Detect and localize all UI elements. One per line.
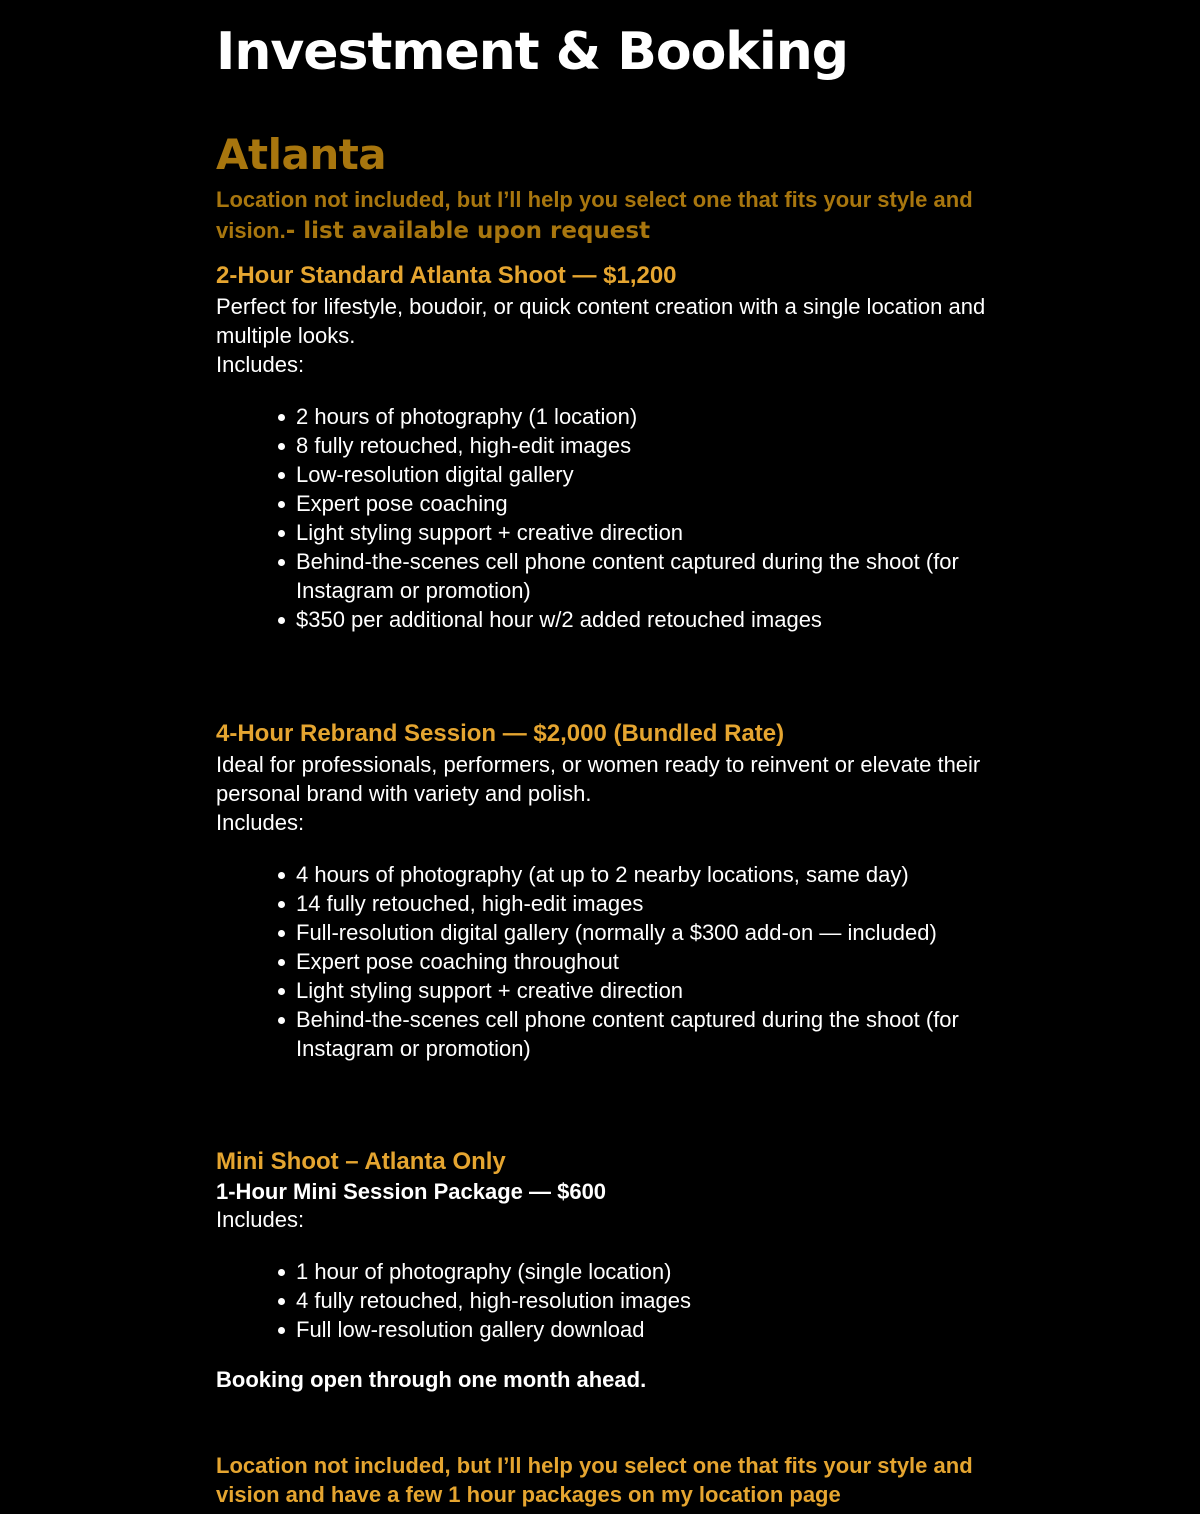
city-note-tail: - list available upon request xyxy=(285,218,651,244)
package-rebrand xyxy=(216,720,1006,1063)
city-note-main: Location not included, but I’ll help you select one that fits your style and vision. xyxy=(216,187,973,243)
list-item: Expert pose coaching throughout xyxy=(296,947,996,976)
page-title: Investment & Booking xyxy=(216,22,848,82)
list-item: Behind-the-scenes cell phone content captured during the shoot (for Instagram or promotion) xyxy=(296,547,996,605)
city-heading: Atlanta xyxy=(216,130,387,179)
list-item: 4 hours of photography (at up to 2 nearby locations, same day) xyxy=(296,860,996,889)
list-item: Light styling support + creative direction xyxy=(296,976,996,1005)
feature-list xyxy=(216,860,1006,1063)
list-item: 1 hour of photography (single location) xyxy=(296,1257,996,1286)
list-item: Full-resolution digital gallery (normally a $300 add-on — included) xyxy=(296,918,996,947)
includes-label: Includes: xyxy=(216,352,305,377)
list-item: Full low-resolution gallery download xyxy=(296,1315,996,1344)
list-item: 2 hours of photography (1 location) xyxy=(296,402,996,431)
package-mini xyxy=(216,1148,1006,1509)
list-item: Expert pose coaching xyxy=(296,489,996,518)
package-title: Mini Shoot – Atlanta Only xyxy=(216,1148,506,1175)
package-title: 2-Hour Standard Atlanta Shoot — $1,200 xyxy=(216,262,677,289)
list-item: $350 per additional hour w/2 added retouched images xyxy=(296,605,996,634)
list-item: Low-resolution digital gallery xyxy=(296,460,996,489)
city-location-note xyxy=(216,184,996,247)
list-item: 8 fully retouched, high-edit images xyxy=(296,431,996,460)
feature-list xyxy=(216,1257,1006,1344)
package-standard xyxy=(216,262,1006,634)
feature-list xyxy=(216,402,1006,634)
location-note: Location not included, but I’ll help you select one that fits your style and vision and have a few 1 hour packages on my location page xyxy=(216,1453,973,1507)
package-title: 4-Hour Rebrand Session — $2,000 (Bundled Rate) xyxy=(216,720,785,747)
list-item: Behind-the-scenes cell phone content captured during the shoot (for Instagram or promotion) xyxy=(296,1005,996,1063)
package-description: Ideal for professionals, performers, or women ready to reinvent or elevate their personal brand with variety and polish. xyxy=(216,752,981,806)
package-description: Perfect for lifestyle, boudoir, or quick content creation with a single location and multiple looks. xyxy=(216,294,986,348)
includes-label: Includes: xyxy=(216,1207,305,1232)
list-item: 4 fully retouched, high-resolution images xyxy=(296,1286,996,1315)
list-item: Light styling support + creative direction xyxy=(296,518,996,547)
package-subtitle: 1-Hour Mini Session Package — $600 xyxy=(216,1179,607,1204)
booking-note: Booking open through one month ahead. xyxy=(216,1367,647,1392)
list-item: 14 fully retouched, high-edit images xyxy=(296,889,996,918)
includes-label: Includes: xyxy=(216,810,305,835)
